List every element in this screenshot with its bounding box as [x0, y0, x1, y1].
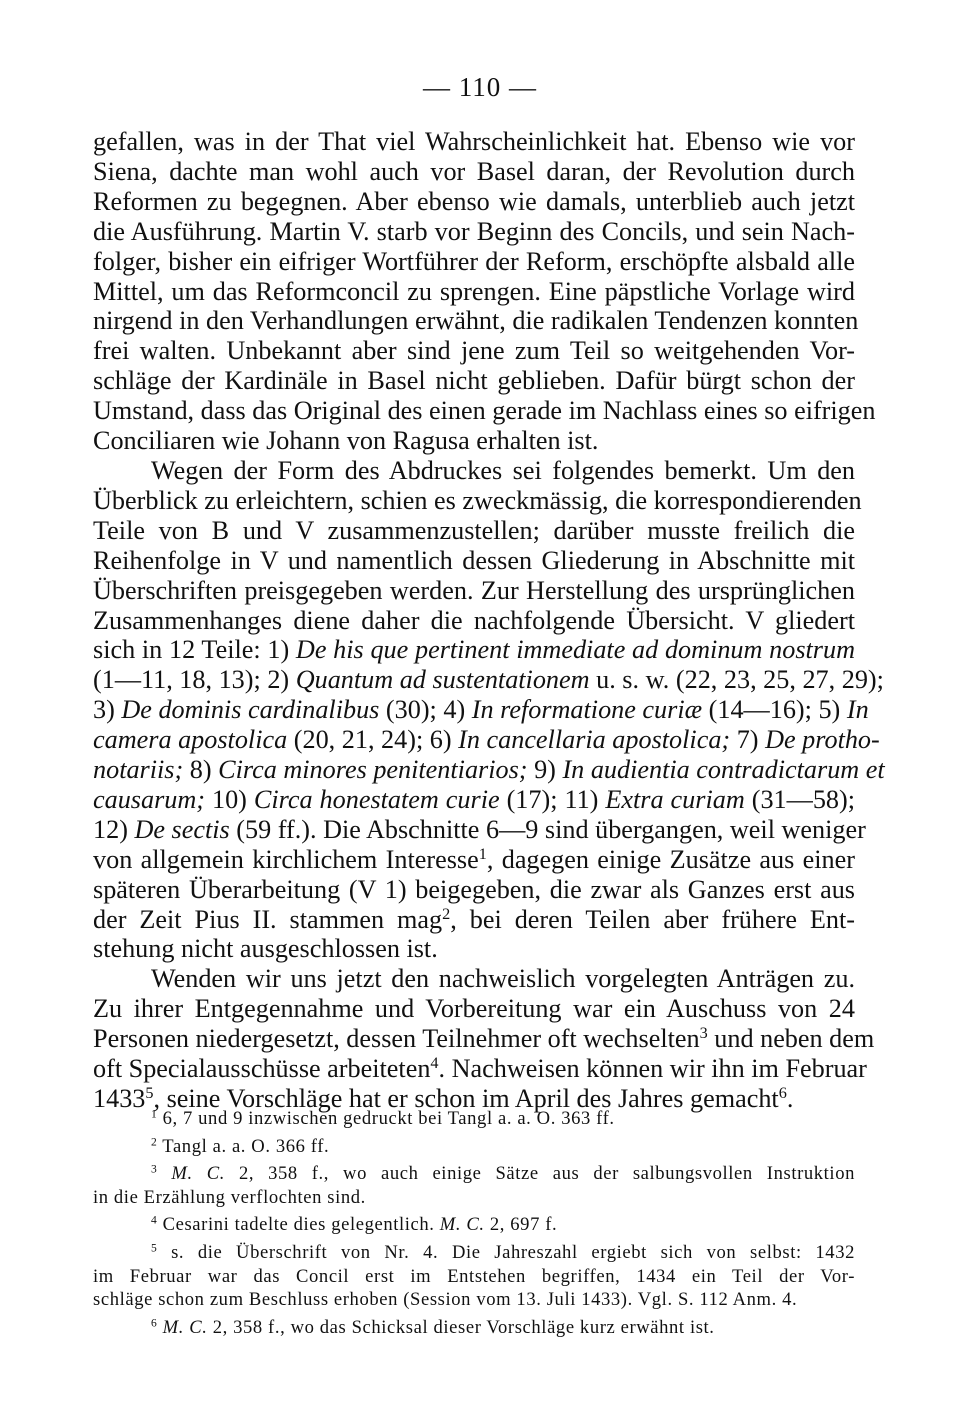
- footnote-text: 2, 358 f., wo auch einige Sätze aus der salbungsvollen Instruktion: [224, 1163, 855, 1185]
- footnote-ref[interactable]: 4: [430, 1054, 439, 1073]
- footnote-number: 1: [151, 1108, 158, 1121]
- footnote-ref[interactable]: 5: [145, 1084, 154, 1103]
- text-run: . Nachweisen können wir ihn im Februar: [438, 1054, 867, 1084]
- text-line: Überschriften preisgegeben werden. Zur Herstellung des ursprünglichen: [93, 575, 855, 605]
- footnote-text: s. die Überschrift von Nr. 4. Die Jahreszahl ergiebt sich von selbst: 1432: [171, 1241, 856, 1263]
- text-line: [93, 1024, 875, 1054]
- footnote-3-cont: in die Erzählung verflochten sind.: [93, 1186, 366, 1208]
- text-run: , dagegen einige Zusätze aus einer: [486, 844, 855, 874]
- footnotes: [93, 1107, 855, 1339]
- text-line: [93, 1054, 867, 1084]
- text-line: [93, 665, 884, 695]
- text-line: folger, bisher ein eifriger Wortführer der Reform, erschöpfte alsbald alle: [93, 246, 855, 276]
- latin-title: In cancellaria apostolica;: [458, 725, 731, 755]
- footnote-5-cont: im Februar war das Concil erst im Entstehen begriffen, 1434 ein Teil der Vor-: [93, 1265, 855, 1287]
- latin-title: In: [846, 695, 869, 725]
- footnote-1: [93, 1107, 855, 1131]
- text-line: Umstand, dass das Original des einen gerade im Nachlass eines so eifrigen: [93, 396, 876, 426]
- latin-title: In reformatione curiæ: [471, 695, 703, 725]
- text-line: späteren Überarbeitung (V 1) beigegeben, die zwar als Ganzes erst aus: [93, 874, 855, 904]
- text-run: .: [786, 1084, 794, 1113]
- text-line: [93, 755, 885, 785]
- text-line: [93, 905, 855, 935]
- footnote-ref[interactable]: 6: [778, 1084, 787, 1103]
- footnote-text: Tangl a. a. O. 366 ff.: [162, 1135, 330, 1157]
- text-run: (31—58);: [744, 784, 856, 814]
- footnote-ref[interactable]: 1: [478, 844, 487, 863]
- latin-title: De dominis cardinalibus: [121, 695, 380, 725]
- footnote-number: 6: [151, 1317, 158, 1330]
- footnote-abbrev: M. C.: [171, 1163, 225, 1185]
- text-run: 7): [730, 725, 766, 755]
- latin-title: De sectis: [134, 814, 230, 844]
- footnote-6: [93, 1316, 855, 1340]
- latin-title: Quantum ad sustentationem: [295, 665, 590, 695]
- text-line: schläge der Kardinäle in Basel nicht geblieben. Dafür bürgt schon der: [93, 366, 855, 396]
- text-line: [93, 845, 855, 875]
- text-run: 3): [93, 695, 122, 725]
- text-line: frei walten. Unbekannt aber sind jene zum Teil so weitgehenden Vor-: [93, 336, 855, 366]
- footnote-number: 3: [151, 1163, 158, 1176]
- footnote-ref[interactable]: 2: [442, 904, 451, 923]
- text-run: 12): [93, 814, 135, 844]
- latin-title: notariis;: [93, 755, 184, 785]
- latin-title: Circa minores penitentiarios;: [218, 755, 528, 785]
- text-run: 8): [183, 755, 219, 785]
- footnote-ref[interactable]: 3: [699, 1024, 708, 1043]
- text-run: 10): [205, 784, 254, 814]
- text-line: Reformen zu begegnen. Aber ebenso wie damals, unterblieb auch jetzt: [93, 186, 855, 216]
- text-line: Wenden wir uns jetzt den nachweislich vorgelegten Anträgen zu.: [151, 964, 855, 994]
- text-run: sich in 12 Teile:: [93, 635, 261, 665]
- latin-title: De his que pertinent immediate ad dominum nostrum: [295, 635, 855, 665]
- text-line: Conciliaren wie Johann von Ragusa erhalten ist.: [93, 426, 599, 456]
- text-run: und neben dem: [707, 1024, 875, 1054]
- text-line: Zusammenhanges diene daher die nachfolgende Übersicht. V gliedert: [93, 605, 855, 635]
- text-line: [93, 695, 869, 725]
- text-line: Wegen der Form des Abdruckes sei folgendes bemerkt. Um den: [151, 455, 855, 485]
- text-run: (20, 21, 24); 6): [287, 725, 459, 755]
- latin-title: causarum;: [93, 784, 206, 814]
- text-run: oft Specialausschüsse arbeiteten: [93, 1054, 431, 1084]
- footnote-4: [93, 1213, 855, 1237]
- text-line: Reihenfolge in V und namentlich dessen Gliederung in Abschnitte mit: [93, 545, 855, 575]
- text-line: Teile von B und V zusammenzustellen; darüber musste freilich die: [93, 515, 855, 545]
- text-run: u. s. w. (22, 23, 25, 27, 29);: [589, 665, 884, 695]
- latin-title: De protho-: [765, 725, 880, 755]
- text-run: Personen niedergesetzt, dessen Teilnehmer oft wechselten: [93, 1024, 700, 1054]
- latin-title: In audientia contradictarum et: [562, 755, 885, 785]
- latin-title: Circa honestatem curie: [253, 784, 500, 814]
- latin-title: camera apostolica: [93, 725, 288, 755]
- text-run: 9): [527, 755, 563, 785]
- text-line: [93, 785, 855, 815]
- page-number: — 110 —: [423, 72, 537, 102]
- footnote-text: 6, 7 und 9 inzwischen gedruckt bei Tangl a. a. O. 363 ff.: [162, 1108, 615, 1129]
- text-line: Zu ihrer Entgegennahme und Vorbereitung war ein Auschuss von 24: [93, 994, 855, 1024]
- footnote-abbrev: M. C.: [439, 1214, 485, 1236]
- text-line: die Ausführung. Martin V. starb vor Beginn des Concils, und sein Nach-: [93, 216, 855, 246]
- text-run: der Zeit Pius II. stammen mag: [93, 904, 443, 934]
- text-run: (59 ff.). Die Abschnitte 6—9 sind übergangen, weil weniger: [229, 814, 866, 844]
- footnote-abbrev: M. C.: [162, 1316, 208, 1338]
- text-run: , seine Vorschläge hat er schon im April des Jahres gemacht: [153, 1084, 779, 1113]
- text-line: [93, 725, 880, 755]
- text-run: (14—16); 5): [702, 695, 847, 725]
- footnote-text: 2, 358 f., wo das Schicksal dieser Vorschläge kurz erwähnt ist.: [207, 1316, 715, 1338]
- text-line: Überblick zu erleichtern, schien es zweckmässig, die korrespondierenden: [93, 485, 862, 515]
- text-line: [93, 814, 866, 845]
- text-run: von allgemein kirchlichem Interesse: [93, 844, 479, 874]
- text-run: 1): [267, 635, 296, 665]
- text-line: nirgend in den Verhandlungen erwähnt, die radikalen Tendenzen konnten: [93, 306, 859, 336]
- footnote-text: 2, 697 f.: [484, 1214, 558, 1236]
- footnote-5-cont: schläge schon zum Beschluss erhoben (Session vom 13. Juli 1433). Vgl. S. 112 Anm. 4.: [93, 1289, 798, 1311]
- text-line: stehung nicht ausgeschlossen ist.: [93, 934, 438, 964]
- text-run: (1—11, 18, 13); 2): [93, 665, 296, 695]
- footnote-number: 5: [151, 1242, 158, 1255]
- footnote-5: [93, 1241, 855, 1265]
- footnote-text: Cesarini tadelte dies gelegentlich.: [162, 1214, 435, 1236]
- footnote-number: 4: [151, 1215, 158, 1228]
- text-line: Siena, dachte man wohl auch vor Basel daran, der Revolution durch: [93, 156, 855, 186]
- footnote-3: [93, 1162, 855, 1186]
- footnote-number: 2: [151, 1136, 158, 1149]
- footnote-2: [93, 1135, 855, 1159]
- text-run: (30); 4): [379, 695, 472, 725]
- text-line: [93, 635, 855, 665]
- main-text: [93, 127, 885, 1114]
- text-run: 1433: [93, 1084, 146, 1113]
- text-line: Mittel, um das Reformconcil zu sprengen. Eine päpstliche Vorlage wird: [93, 276, 855, 306]
- text-line: gefallen, was in der That viel Wahrscheinlichkeit hat. Ebenso wie vor: [93, 127, 855, 156]
- text-run: (17); 11): [499, 784, 606, 814]
- latin-title: Extra curiam: [605, 784, 745, 814]
- text-run: , bei deren Teilen aber frühere Ent-: [450, 904, 855, 934]
